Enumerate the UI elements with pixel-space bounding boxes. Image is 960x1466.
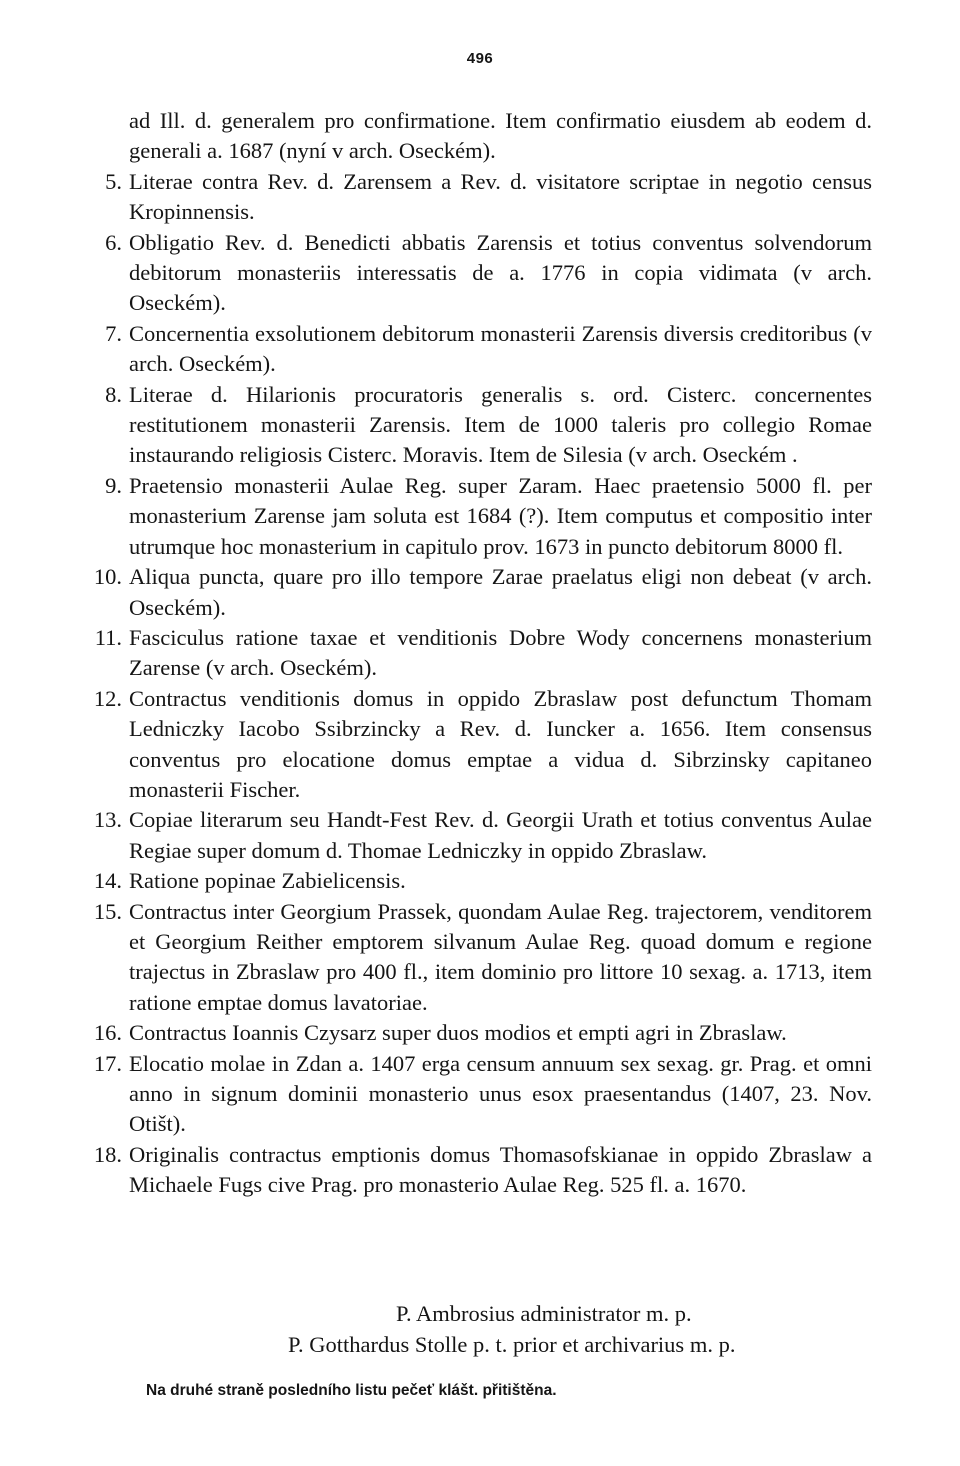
entry-number: 8. [105,381,122,407]
entry-text: Aliqua puncta, quare pro illo tempore Zarae praelatus eligi non debeat (v arch. Oseckém). [129,564,872,620]
entry-number: 15. [93,898,122,924]
signature-administrator: P. Ambrosius administrator m. p. [396,1301,692,1326]
entry-text: Obligatio Rev. d. Benedicti abbatis Zarensis et totius conventus solvendorum debitorum monasteriis interessatis de a. 1776 in copia vidimata (v arch. Oseckém). [129,229,872,316]
list-item [88,805,872,866]
entry-text: Fasciculus ratione taxae et venditionis Dobre Wody concernens monasterium Zarense (v arch. Oseckém). [129,624,872,681]
list-item [88,1049,872,1140]
footnote: Na druhé straně posledního listu pečeť klášt. přitištěna. [146,1382,557,1399]
list-item [88,167,872,228]
list-item [88,562,872,623]
entry-text: Ratione popinae Zabielicensis. [129,868,406,894]
entry-number: 16. [93,1020,122,1046]
list-item [88,1018,872,1048]
entry-text: Originalis contractus emptionis domus Thomasofskianae in oppido Zbraslaw a Michaele Fugs cive Prag. pro monasterio Aulae Reg. 525 fl. a. 1670. [129,1141,872,1198]
entry-number: 5. [105,168,122,194]
list-item [88,866,872,896]
entry-number: 10. [93,564,122,590]
signature-block [0,1298,960,1360]
list-item [88,319,872,380]
entry-text: Praetensio monasterii Aulae Reg. super Zaram. Haec praetensio 5000 fl. per monasterium Zarense jam soluta est 1684 (?). Item computus et compositio inter utrumque hoc monasterium in capitulo prov. 1673 in puncto debitorum 8000 fl. [129,472,872,559]
entry-text: ad Ill. d. generalem pro confirmatione. Item confirmatio eiusdem ab eodem d. generali a. 1687 (nyní v arch. Oseckém). [129,108,872,164]
list-item [88,380,872,471]
list-item [88,1140,872,1201]
entry-number: 18. [93,1141,122,1167]
list-item [88,897,872,1019]
entry-number: 11. [94,624,122,650]
list-item [88,684,872,806]
entry-text: Literae d. Hilarionis procuratoris generalis s. ord. Cisterc. concernentes restitutionem monasterii Zarensis. Item de 1000 taleris pro collegio Romae instaurando religiosis Cisterc. Moravis. Item de Silesia (v arch. Oseckém . [129,381,872,468]
entry-text: Copiae literarum seu Handt-Fest Rev. d. Georgii Urath et totius conventus Aulae Regiae super domum d. Thomae Ledniczky in oppido Zbraslaw. [129,807,872,863]
entry-text: Concernentia exsolutionem debitorum monasterii Zarensis diversis creditoribus (v arch. Oseckém). [129,320,872,377]
signature-prior: P. Gotthardus Stolle p. t. prior et archivarius m. p. [288,1332,736,1357]
entry-number: 7. [105,320,122,346]
entry-number: 14. [93,868,122,894]
entry-number: 17. [93,1050,122,1076]
entry-number: 6. [105,229,122,255]
entry-text: Elocatio molae in Zdan a. 1407 erga censum annuum sex sexag. gr. Prag. et omni anno in signum dominii monasterio unus esox praesentandus (1407, 23. Nov. Otišt). [129,1050,872,1137]
entry-number: 9. [105,472,122,498]
entry-number: 13. [93,807,122,833]
entry-number: 12. [93,685,122,711]
page-number: 496 [466,50,494,67]
entry-list [88,106,872,1201]
list-item [88,228,872,319]
entry-text: Contractus venditionis domus in oppido Zbraslaw post defunctum Thomam Ledniczky Iacobo Ssibrzincky a Rev. d. Iuncker a. 1656. Item consensus conventus pro elocatione domus emptae a vidua d. Sibrzinsky capitaneo monasterii Fischer. [129,685,872,802]
entry-text: Contractus Ioannis Czysarz super duos modios et empti agri in Zbraslaw. [129,1020,787,1046]
entry-text: Literae contra Rev. d. Zarensem a Rev. d. visitatore scriptae in negotio census Kropinnensis. [129,168,872,225]
list-item [88,623,872,684]
list-item [88,106,872,167]
entry-text: Contractus inter Georgium Prassek, quondam Aulae Reg. trajectorem, venditorem et Georgium Reither emptorem silvanum Aulae Reg. quoad domum e regione trajectus in Zbraslaw pro 400 fl., item dominio pro littore 10 sexag. a. 1713, item ratione emptae domus lavatoriae. [129,898,872,1015]
list-item [88,471,872,562]
